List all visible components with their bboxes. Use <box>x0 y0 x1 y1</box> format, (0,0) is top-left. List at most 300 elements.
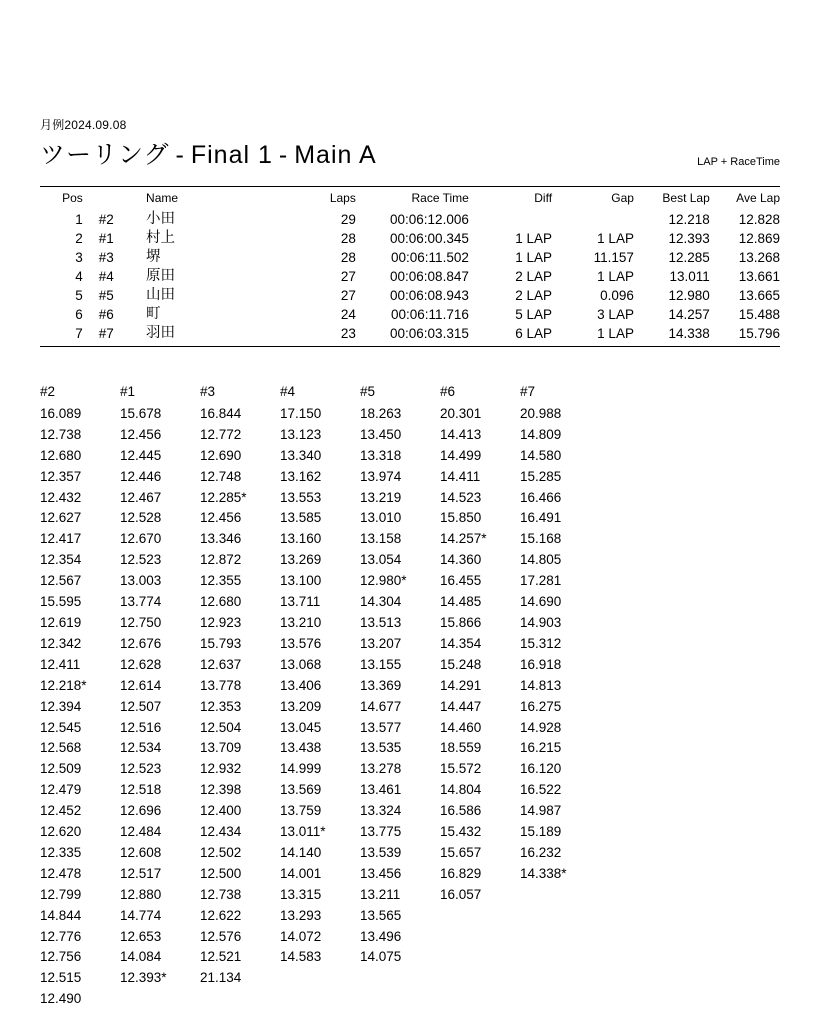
lap-time-cell: 14.805 <box>520 552 562 568</box>
lap-time-cell: 12.637 <box>200 656 242 672</box>
cell-avelap: 15.796 <box>738 326 780 341</box>
lap-time-cell: 12.608 <box>120 844 162 860</box>
lap-time-cell: 14.774 <box>120 907 162 923</box>
lap-time-cell <box>360 989 440 1010</box>
lap-times-body <box>40 404 600 1010</box>
lap-time-cell: 13.210 <box>280 614 322 630</box>
lap-time-cell: 16.089 <box>40 405 82 421</box>
lap-time-cell: 13.219 <box>360 489 402 505</box>
lap-time-cell: 16.522 <box>520 782 562 798</box>
lap-time-cell: 14.499 <box>440 447 482 463</box>
table-row <box>40 267 780 286</box>
lap-time-cell: 14.485 <box>440 594 482 610</box>
lap-time-cell: 12.354 <box>40 552 82 568</box>
lap-time-cell: 14.987 <box>520 803 562 819</box>
column-header-name: Name <box>146 191 179 205</box>
cell-gap: 1 LAP <box>597 269 634 284</box>
lap-time-cell: 12.452 <box>40 803 82 819</box>
lap-time-cell: 12.622 <box>200 907 242 923</box>
lap-time-cell: 16.466 <box>520 489 562 505</box>
lap-time-cell: 13.585 <box>280 510 322 526</box>
lap-time-cell: 12.478 <box>40 865 82 881</box>
lap-row <box>40 738 600 759</box>
column-header-laps: Laps <box>329 191 356 205</box>
lap-time-cell: 13.003 <box>120 573 162 589</box>
lap-time-cell: 16.275 <box>520 698 562 714</box>
lap-time-cell: 12.218* <box>40 677 87 693</box>
lap-time-cell: 12.628 <box>120 656 162 672</box>
lap-time-cell: 12.518 <box>120 782 162 798</box>
lap-time-cell: 13.774 <box>120 594 162 610</box>
cell-diff <box>469 210 552 229</box>
lap-time-cell: 12.576 <box>200 928 242 944</box>
lap-time-cell: 12.335 <box>40 844 82 860</box>
results-table-wrapper <box>40 186 780 347</box>
lap-time-cell: 12.534 <box>120 740 162 756</box>
cell-gap: 3 LAP <box>597 307 634 322</box>
lap-time-cell: 13.162 <box>280 468 322 484</box>
lap-time-cell: 12.479 <box>40 782 82 798</box>
lap-time-cell: 15.248 <box>440 656 482 672</box>
lap-row <box>40 529 600 550</box>
cell-pos: 4 <box>75 269 83 284</box>
lap-time-cell: 13.045 <box>280 719 322 735</box>
lap-time-cell: 16.844 <box>200 405 242 421</box>
cell-number: #7 <box>98 326 114 341</box>
cell-diff: 1 LAP <box>515 231 553 246</box>
lap-time-cell: 14.001 <box>280 865 322 881</box>
cell-bestlap: 14.338 <box>668 326 710 341</box>
lap-time-cell: 17.281 <box>520 573 562 589</box>
lap-row <box>40 697 600 718</box>
column-header-diff: Diff <box>534 191 553 205</box>
cell-name: 原田 <box>146 268 176 284</box>
cell-racetime: 00:06:11.716 <box>391 307 469 322</box>
lap-time-cell: 12.417 <box>40 531 82 547</box>
lap-row <box>40 843 600 864</box>
lap-time-cell: 13.160 <box>280 531 322 547</box>
lap-time-cell: 13.775 <box>360 824 402 840</box>
lap-time-cell: 13.577 <box>360 719 402 735</box>
lap-time-cell: 12.507 <box>120 698 162 714</box>
lap-time-cell: 12.515 <box>40 970 82 986</box>
cell-racetime: 00:06:11.502 <box>391 250 469 265</box>
cell-name: 村上 <box>146 230 176 246</box>
lap-time-cell: 13.209 <box>280 698 322 714</box>
cell-number: #5 <box>98 288 114 303</box>
lap-row <box>40 885 600 906</box>
cell-avelap: 13.661 <box>738 269 780 284</box>
lap-time-cell: 12.490 <box>40 991 82 1007</box>
lap-time-cell: 12.670 <box>120 531 162 547</box>
lap-column-header: #2 <box>40 384 56 399</box>
cell-diff: 2 LAP <box>515 288 553 303</box>
cell-racetime: 00:06:00.345 <box>390 231 469 246</box>
lap-time-cell: 15.850 <box>440 510 482 526</box>
lap-time-cell: 14.291 <box>440 677 482 693</box>
lap-time-cell: 12.446 <box>120 468 162 484</box>
cell-avelap: 12.869 <box>738 231 780 246</box>
lap-column-header: #4 <box>280 384 296 399</box>
lap-time-cell: 13.011* <box>280 824 326 840</box>
lap-time-cell <box>520 947 600 968</box>
lap-time-cell: 16.491 <box>520 510 562 526</box>
lap-time-cell: 13.010 <box>360 510 402 526</box>
lap-time-cell: 20.301 <box>440 405 482 421</box>
lap-time-cell: 13.324 <box>360 803 402 819</box>
table-row <box>40 305 780 324</box>
lap-row <box>40 467 600 488</box>
lap-time-cell: 13.539 <box>360 844 402 860</box>
lap-time-cell: 12.523 <box>120 552 162 568</box>
cell-laps: 23 <box>340 326 356 341</box>
lap-time-cell: 12.776 <box>40 928 82 944</box>
lap-time-cell: 16.455 <box>440 573 482 589</box>
class-name: ツーリング <box>40 141 170 169</box>
cell-name: 小田 <box>146 211 176 227</box>
cell-diff: 5 LAP <box>515 307 553 322</box>
cell-gap: 1 LAP <box>597 231 634 246</box>
lap-time-cell: 14.084 <box>120 949 162 965</box>
report-header <box>40 118 780 171</box>
cell-avelap: 13.268 <box>738 250 780 265</box>
lap-time-cell: 14.523 <box>440 489 482 505</box>
lap-time-cell: 12.517 <box>120 865 162 881</box>
lap-time-cell: 13.369 <box>360 677 402 693</box>
cell-number: #3 <box>98 250 114 265</box>
lap-row <box>40 550 600 571</box>
lap-time-cell: 14.460 <box>440 719 482 735</box>
lap-time-cell: 15.595 <box>40 594 82 610</box>
cell-racetime: 00:06:03.315 <box>390 326 469 341</box>
lap-time-cell <box>520 885 600 906</box>
lap-time-cell: 13.569 <box>280 782 322 798</box>
lap-time-cell: 12.411 <box>40 656 81 672</box>
results-header-row <box>40 189 780 210</box>
lap-time-cell <box>520 927 600 948</box>
page-title <box>40 135 377 171</box>
lap-time-cell: 12.619 <box>40 614 82 630</box>
lap-time-cell: 12.342 <box>40 635 82 651</box>
lap-time-cell: 12.653 <box>120 928 162 944</box>
lap-time-cell: 13.496 <box>360 928 402 944</box>
lap-time-cell: 15.678 <box>120 405 162 421</box>
lap-time-cell <box>120 989 200 1010</box>
column-header-number <box>85 189 146 210</box>
title-separator-1: - <box>175 141 185 169</box>
lap-time-cell: 12.467 <box>120 489 162 505</box>
lap-time-cell: 13.461 <box>360 782 402 798</box>
cell-name: 山田 <box>146 287 176 303</box>
cell-bestlap: 12.980 <box>668 288 710 303</box>
lap-time-cell: 13.709 <box>200 740 242 756</box>
lap-time-cell: 13.158 <box>360 531 402 547</box>
cell-bestlap: 13.011 <box>669 269 710 284</box>
lap-time-cell: 12.627 <box>40 510 82 526</box>
lap-time-cell: 12.400 <box>200 803 242 819</box>
lap-column-header: #3 <box>200 384 216 399</box>
lap-time-cell: 12.923 <box>200 614 242 630</box>
results-table <box>40 189 780 343</box>
cell-laps: 27 <box>340 288 356 303</box>
lap-row <box>40 864 600 885</box>
cell-number: #2 <box>98 212 114 227</box>
lap-time-cell: 12.502 <box>200 844 242 860</box>
lap-time-cell: 12.353 <box>200 698 242 714</box>
cell-name: 町 <box>146 306 161 322</box>
cell-laps: 24 <box>340 307 356 322</box>
lap-time-cell: 12.521 <box>200 949 242 965</box>
cell-gap <box>552 210 634 229</box>
lap-time-cell: 12.750 <box>120 614 162 630</box>
lap-time-cell: 12.432 <box>40 489 82 505</box>
cell-gap: 11.157 <box>593 250 634 265</box>
cell-pos: 6 <box>75 307 83 322</box>
lap-time-cell: 13.207 <box>360 635 402 651</box>
cell-avelap: 15.488 <box>738 307 780 322</box>
lap-time-cell: 14.447 <box>440 698 482 714</box>
cell-pos: 2 <box>75 231 83 246</box>
cell-avelap: 12.828 <box>738 212 780 227</box>
lap-time-cell <box>200 989 280 1010</box>
lap-time-cell: 12.738 <box>40 426 82 442</box>
lap-row <box>40 571 600 592</box>
lap-time-cell: 15.312 <box>520 635 562 651</box>
lap-time-cell <box>520 968 600 989</box>
lap-time-cell: 12.696 <box>120 803 162 819</box>
lap-column-header: #7 <box>520 384 536 399</box>
lap-row <box>40 446 600 467</box>
lap-time-cell: 12.567 <box>40 573 82 589</box>
lap-time-cell: 12.393* <box>120 970 167 986</box>
lap-time-cell: 16.215 <box>520 740 562 756</box>
lap-time-cell: 12.355 <box>200 573 242 589</box>
column-header-avelap: Ave Lap <box>736 191 780 205</box>
lap-time-cell: 16.829 <box>440 865 482 881</box>
lap-time-cell: 12.545 <box>40 719 82 735</box>
lap-time-cell: 12.772 <box>200 426 242 442</box>
lap-time-cell: 14.928 <box>520 719 562 735</box>
lap-time-cell: 13.438 <box>280 740 322 756</box>
lap-time-cell: 14.690 <box>520 594 562 610</box>
table-row <box>40 248 780 267</box>
lap-time-cell: 14.677 <box>360 698 402 714</box>
lap-time-cell: 13.974 <box>360 468 402 484</box>
lap-time-cell <box>520 989 600 1010</box>
lap-time-cell <box>360 968 440 989</box>
cell-laps: 28 <box>340 250 356 265</box>
lap-time-cell: 13.211 <box>360 886 401 902</box>
cell-pos: 1 <box>75 212 83 227</box>
cell-gap: 1 LAP <box>597 326 634 341</box>
cell-laps: 28 <box>340 231 356 246</box>
lap-time-cell: 14.411 <box>440 468 481 484</box>
lap-row <box>40 508 600 529</box>
lap-time-cell: 18.263 <box>360 405 402 421</box>
lap-time-cell: 15.432 <box>440 824 482 840</box>
lap-time-cell: 12.523 <box>120 761 162 777</box>
lap-time-cell: 14.809 <box>520 426 562 442</box>
cell-bestlap: 14.257 <box>668 307 710 322</box>
lap-time-cell: 12.445 <box>120 447 162 463</box>
lap-time-cell: 12.932 <box>200 761 242 777</box>
cell-laps: 27 <box>340 269 356 284</box>
cell-number: #4 <box>98 269 114 284</box>
lap-row <box>40 634 600 655</box>
cell-pos: 3 <box>75 250 83 265</box>
cell-laps: 29 <box>340 212 356 227</box>
lap-time-cell: 12.680 <box>200 594 242 610</box>
lap-time-cell: 15.866 <box>440 614 482 630</box>
lap-row <box>40 989 600 1010</box>
lap-time-cell: 13.406 <box>280 677 322 693</box>
lap-row <box>40 801 600 822</box>
lap-time-cell: 13.318 <box>360 447 402 463</box>
lap-time-cell: 13.293 <box>280 907 322 923</box>
lap-time-cell <box>520 906 600 927</box>
lap-time-cell: 13.711 <box>280 594 321 610</box>
lap-row <box>40 613 600 634</box>
lap-times-chart <box>40 382 780 1010</box>
lap-times-table <box>40 382 600 1010</box>
lap-time-cell <box>440 989 520 1010</box>
lap-time-cell: 20.988 <box>520 405 562 421</box>
lap-time-cell: 14.072 <box>280 928 322 944</box>
lap-time-cell: 15.793 <box>200 635 242 651</box>
cell-bestlap: 12.218 <box>668 212 710 227</box>
lap-row <box>40 927 600 948</box>
lap-time-cell: 13.513 <box>360 614 402 630</box>
results-body <box>40 210 780 343</box>
column-header-gap: Gap <box>611 191 634 205</box>
cell-name: 羽田 <box>146 325 176 341</box>
lap-time-cell: 14.413 <box>440 426 482 442</box>
lap-time-cell: 16.232 <box>520 844 562 860</box>
lap-time-cell: 13.054 <box>360 552 402 568</box>
lap-time-cell: 13.315 <box>280 886 322 902</box>
lap-time-cell: 12.872 <box>200 552 242 568</box>
lap-time-cell: 13.565 <box>360 907 402 923</box>
column-header-pos: Pos <box>62 191 83 205</box>
lap-time-cell: 14.360 <box>440 552 482 568</box>
lap-time-cell: 12.500 <box>200 865 242 881</box>
lap-time-cell: 12.799 <box>40 886 82 902</box>
lap-row <box>40 906 600 927</box>
lap-time-cell: 14.075 <box>360 949 402 965</box>
lap-time-cell: 12.504 <box>200 719 242 735</box>
cell-bestlap: 12.285 <box>668 250 710 265</box>
lap-time-cell: 13.123 <box>280 426 322 442</box>
cell-gap: 0.096 <box>600 288 634 303</box>
cell-pos: 5 <box>75 288 83 303</box>
lap-time-cell: 13.456 <box>360 865 402 881</box>
lap-time-cell: 21.134 <box>200 970 242 986</box>
cell-avelap: 13.665 <box>738 288 780 303</box>
lap-time-cell <box>440 927 520 948</box>
lap-column-header: #1 <box>120 384 136 399</box>
lap-time-cell: 12.394 <box>40 698 82 714</box>
lap-header-row <box>40 382 600 404</box>
lap-time-cell <box>440 947 520 968</box>
lap-time-cell: 13.553 <box>280 489 322 505</box>
lap-time-cell: 14.304 <box>360 594 402 610</box>
cell-diff: 2 LAP <box>515 269 553 284</box>
lap-time-cell: 12.434 <box>200 824 242 840</box>
group-name: Main A <box>294 141 377 169</box>
round-name: Final 1 <box>190 141 273 169</box>
title-row <box>40 135 780 171</box>
lap-time-cell: 15.572 <box>440 761 482 777</box>
lap-time-cell: 16.918 <box>520 656 562 672</box>
lap-time-cell: 12.516 <box>120 719 162 735</box>
lap-time-cell: 13.155 <box>360 656 402 672</box>
lap-row <box>40 655 600 676</box>
lap-time-cell: 13.269 <box>280 552 322 568</box>
lap-time-cell: 14.844 <box>40 907 82 923</box>
lap-time-cell: 17.150 <box>280 405 322 421</box>
lap-row <box>40 968 600 989</box>
lap-time-cell: 12.690 <box>200 447 242 463</box>
lap-time-cell: 14.804 <box>440 782 482 798</box>
lap-time-cell <box>440 906 520 927</box>
lap-time-cell: 15.285 <box>520 468 562 484</box>
lap-time-cell: 12.748 <box>200 468 242 484</box>
lap-time-cell: 13.340 <box>280 447 322 463</box>
lap-time-cell: 13.100 <box>280 573 322 589</box>
lap-row <box>40 718 600 739</box>
lap-time-cell: 18.559 <box>440 740 482 756</box>
lap-time-cell <box>280 989 360 1010</box>
lap-time-cell: 12.456 <box>200 510 242 526</box>
lap-column-header: #6 <box>440 384 456 399</box>
lap-time-cell: 12.568 <box>40 740 82 756</box>
lap-row <box>40 425 600 446</box>
cell-name: 堺 <box>146 249 161 265</box>
lap-time-cell: 14.583 <box>280 949 322 965</box>
lap-time-cell: 15.168 <box>520 531 562 547</box>
lap-time-cell: 12.357 <box>40 468 82 484</box>
lap-time-cell: 14.257* <box>440 531 487 547</box>
lap-time-cell: 12.398 <box>200 782 242 798</box>
lap-row <box>40 759 600 780</box>
lap-time-cell: 16.120 <box>520 761 562 777</box>
cell-racetime: 00:06:12.006 <box>390 212 469 227</box>
lap-time-cell: 12.680 <box>40 447 82 463</box>
lap-time-cell: 16.586 <box>440 803 482 819</box>
table-row <box>40 286 780 305</box>
lap-time-cell: 14.338* <box>520 865 567 881</box>
lap-time-cell <box>440 968 520 989</box>
lap-time-cell: 12.738 <box>200 886 242 902</box>
cell-diff: 6 LAP <box>515 326 553 341</box>
lap-column-header: #5 <box>360 384 376 399</box>
lap-time-cell: 14.580 <box>520 447 562 463</box>
lap-row <box>40 822 600 843</box>
lap-time-cell: 13.759 <box>280 803 322 819</box>
lap-row <box>40 947 600 968</box>
lap-time-cell <box>280 968 360 989</box>
meet-date: 月例2024.09.08 <box>40 118 127 132</box>
table-row <box>40 210 780 229</box>
column-header-racetime: Race Time <box>411 191 469 205</box>
cell-diff: 1 LAP <box>515 250 553 265</box>
cell-pos: 7 <box>75 326 83 341</box>
lap-row <box>40 488 600 509</box>
lap-time-cell: 14.813 <box>520 677 562 693</box>
cell-number: #1 <box>98 231 114 246</box>
lap-time-cell: 13.346 <box>200 531 242 547</box>
lap-row <box>40 404 600 425</box>
